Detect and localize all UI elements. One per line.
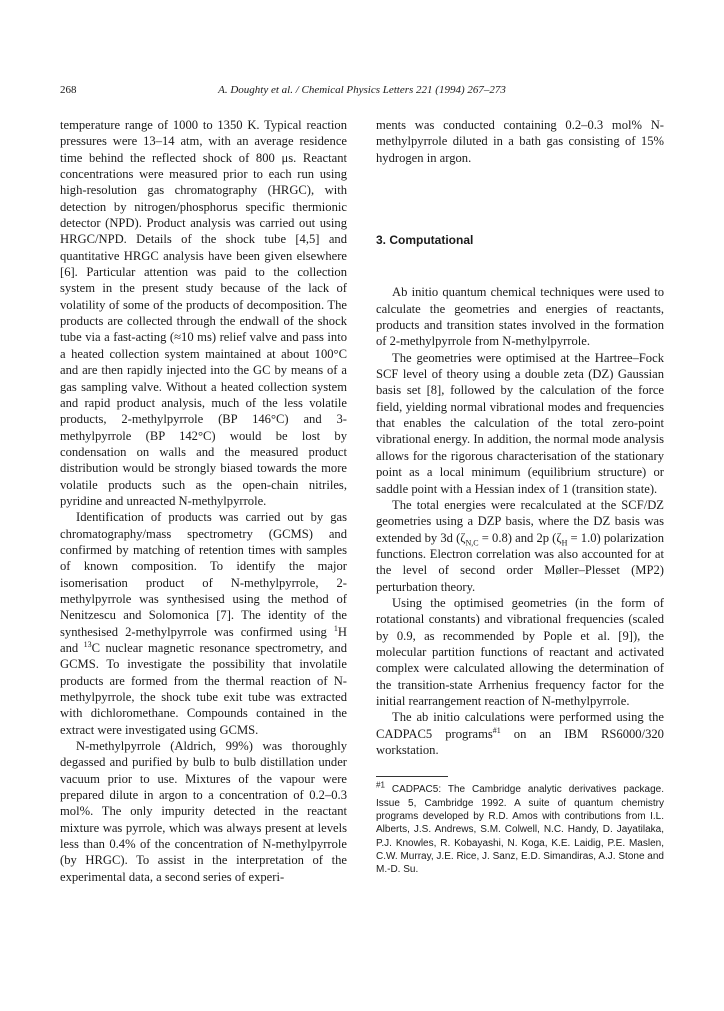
paragraph: The geometries were optimised at the Hartree–Fock SCF level of theory using a double zeta (DZ) Gaussian basis set [8], followed by the calculation of the force field, yielding normal vibrational modes and frequencies that enables the calculation of the total zero-point vibrational energy. In addition, the normal mode analysis allows for the rigorous characterisation of the stationary point as a local minimum (equilibrium structure) or saddle point with a Hessian index of 1 (transition state). — [376, 350, 664, 496]
paragraph — [376, 709, 664, 758]
superscript: 13 — [83, 639, 92, 649]
text-run: C nuclear magnetic resonance spectrometry, and GCMS. To investigate the possibility that involatile products are formed from the thermal reaction of N-methylpyrrole, the shock tube exit tube was extracted with dichloromethane. Compounds contained in the extract were investigated using GCMS. — [60, 641, 347, 737]
paragraph: Ab initio quantum chemical techniques were used to calculate the geometries and energies of reactants, products and transition states involved in the formation of 2-methylpyrrole from N-methylpyrrole. — [376, 285, 664, 349]
paragraph: Using the optimised geometries (in the form of rotational constants) and vibrational frequencies (scaled by 0.9, as recommended by Pople et al. [9]), the molecular partition functions of reactant and activated complex were calculated allowing the determination of the transition-state Arrhenius frequency factor for the initial rearrangement reaction of N-methylpyrrole. — [376, 595, 664, 708]
subscript: H — [561, 538, 568, 548]
text-run: = 0.8) and 2p (ζ — [478, 530, 562, 545]
text-run: Identification of products was carried out by gas chromatography/mass spectrometry (GCMS) and confirmed by matching of retention times with samples of known composition. To identify the major isomerisation product of N-methylpyrrole, 2-methylpyrrole was synthesised using the method of Nenitzescu and Solomonica [7]. The identity of the synthesised 2-methylpyrrole was confirmed using — [60, 510, 347, 639]
running-title: A. Doughty et al. / Chemical Physics Letters 221 (1994) 267–273 — [218, 84, 506, 96]
superscript: 1 — [333, 623, 338, 633]
page-number: 268 — [60, 84, 77, 96]
paragraph: ments was conducted containing 0.2–0.3 mol% N-methylpyrrole diluted in a bath gas consisting of 15% hydrogen in argon. — [376, 118, 664, 165]
paragraph — [60, 509, 347, 738]
footnote-mark: #1 — [376, 781, 385, 791]
text-run: The total energies were recalculated at the SCF/DZ geometries using a DZP basis, where the DZ basis was extended by 3d (ζ — [376, 497, 664, 545]
text-run: The ab initio calculations were performed using the CADPAC5 programs — [376, 710, 664, 741]
right-column — [376, 117, 664, 876]
text-run: = 1.0) polarization functions. Electron correlation was also accounted for at the level of second order Møller–Plesset (MP2) perturbation theory. — [376, 530, 665, 594]
section-heading: 3. Computational — [376, 233, 474, 248]
paragraph — [376, 497, 664, 595]
paragraph: N-methylpyrrole (Aldrich, 99%) was thoroughly degassed and purified by bulb to bulb distillation under vacuum prior to use. Mixtures of the vapour were prepared dilute in argon to a concentration of 0.2–0.3 mol%. The only impurity detected in the reactant mixture was pyrrole, which was always present at levels less than 0.4% of the concentration of N-methylpyrrole (by HRGC). To assist in the interpretation of the experimental data, a second series of experi- — [60, 739, 347, 884]
footnote — [376, 783, 664, 876]
footnote-text: CADPAC5: The Cambridge analytic derivatives package. Issue 5, Cambridge 1992. A suite of quantum chemistry programs developed by R.D. Amos with contributions from I.L. Alberts, J.S. Andrews, S.M. Colwell, N.C. Handy, D. Jayatilaka, P.J. Knowles, R. Kobayashi, N. Koga, K.E. Laidig, P.E. Maslen, C.W. Murray, J.E. Rice, J. Sanz, E.D. Simandiras, A.J. Stone and M.-D. Su. — [376, 784, 665, 876]
left-column — [60, 117, 347, 885]
text-run: on an IBM RS6000/320 workstation. — [376, 726, 664, 757]
footnote-reference: #1 — [492, 725, 501, 735]
paragraph: temperature range of 1000 to 1350 K. Typical reaction pressures were 13–14 atm, with an average residence time behind the reflected shock of 800 μs. Reactant concentrations were measured prior to each run using high-resolution gas chromatography (HRGC), with detection by nitrogen/phosphorus specific thermionic detector (NPD). Product analysis was carried out using HRGC/NPD. Details of the shock tube [4,5] and quantitative HRGC analysis have been given elsewhere [6]. Particular attention was paid to the collection system in the present study because of the lack of volatility of some of the products of decomposition. The products are collected through the endwall of the shock tube via a fast-acting (≈10 ms) relief valve and pass into a heated collection system maintained at about 100°C and are then rapidly injected into the GC by means of a gas sampling valve. Without a heated collection system and rapid product analysis, much of the less volatile products, 2-methylpyrrole (BP 146°C) and 3-methylpyrrole (BP 142°C) would be lost by condensation on walls and the measured product distribution would be strongly biased towards the more volatile products such as the open-chain nitriles, pyridine and unreacted N-methylpyrrole. — [60, 118, 347, 508]
page-header — [60, 84, 664, 100]
text-run: H and — [60, 624, 347, 655]
footnote-rule — [376, 776, 448, 777]
subscript: N,C — [465, 538, 479, 548]
